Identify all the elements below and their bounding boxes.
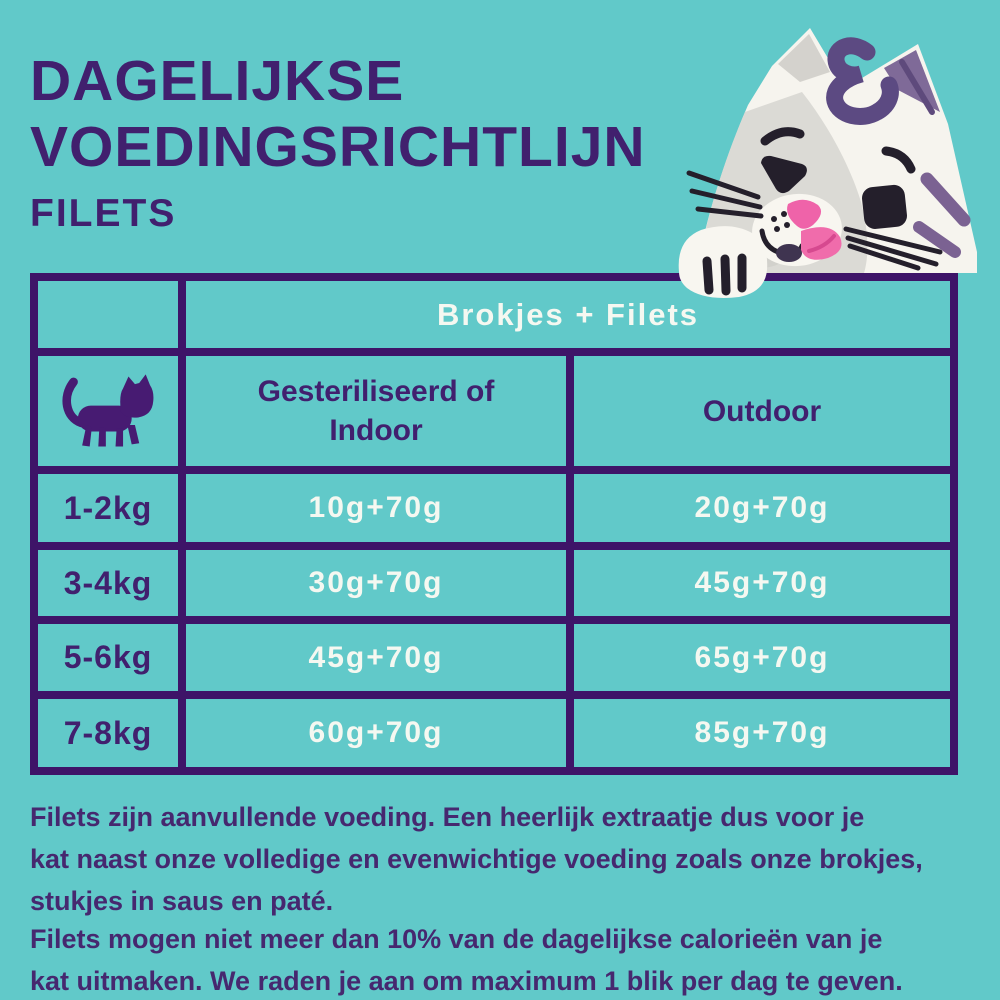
footnote-supplementary: [30, 796, 970, 922]
row-weight: 1-2kg: [34, 470, 182, 546]
row-weight: 3-4kg: [34, 546, 182, 620]
row-indoor-value: 30g+70g: [182, 546, 570, 620]
row-indoor-value: 10g+70g: [182, 470, 570, 546]
page-title-line2: VOEDINGSRICHTLIJN: [30, 115, 646, 179]
row-indoor-value: 60g+70g: [182, 695, 570, 771]
page-title-line1: DAGELIJKSE: [30, 49, 405, 113]
table-row: [34, 620, 954, 695]
column-header-outdoor: [570, 352, 954, 470]
footnote-line: kat uitmaken. We raden je aan om maximum 1 blik per dag te geven.: [30, 966, 903, 996]
footnote-line: Filets zijn aanvullende voeding. Een heerlijk extraatje dus voor je: [30, 802, 865, 832]
table-span-header: Brokjes + Filets: [182, 277, 954, 352]
row-indoor-value: 45g+70g: [182, 620, 570, 695]
column-header-outdoor-label: Outdoor: [702, 394, 822, 428]
page-subtitle: FILETS: [30, 192, 177, 235]
page-title: [30, 48, 646, 180]
row-outdoor-value: 85g+70g: [570, 695, 954, 771]
table-empty-corner: [34, 277, 182, 352]
row-weight: 5-6kg: [34, 620, 182, 695]
table-row: [34, 546, 954, 620]
table-row: [34, 695, 954, 771]
cat-icon: [34, 352, 182, 470]
footnote-max-calories: [30, 918, 970, 1000]
row-weight: 7-8kg: [34, 695, 182, 771]
row-outdoor-value: 65g+70g: [570, 620, 954, 695]
feeding-table: [30, 273, 958, 775]
column-header-indoor-label: Gesteriliseerd of Indoor: [257, 375, 495, 447]
column-header-indoor: [182, 352, 570, 470]
footnote-line: stukjes in saus en paté.: [30, 886, 334, 916]
row-outdoor-value: 20g+70g: [570, 470, 954, 546]
table-row: [34, 470, 954, 546]
cat-paw-icon: [660, 218, 780, 313]
footnote-line: Filets mogen niet meer dan 10% van de dagelijkse calorieën van je: [30, 924, 883, 954]
row-outdoor-value: 45g+70g: [570, 546, 954, 620]
footnote-line: kat naast onze volledige en evenwichtige voeding zoals onze brokjes,: [30, 844, 923, 874]
